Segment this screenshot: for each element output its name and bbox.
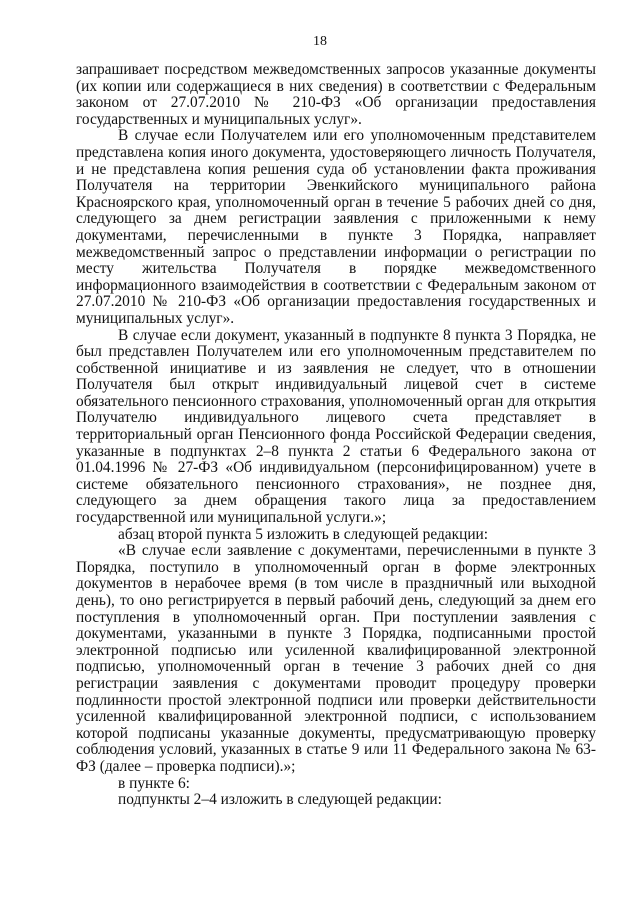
paragraph-subitems-2-4: подпункты 2–4 изложить в следующей редакции:: [118, 791, 442, 809]
paragraph-continuation: запрашивает посредством межведомственных запросов указанные документы (их копии или содержащиеся в них сведения) в соответствии с Федеральным законом от 27.07.2010 № 210-ФЗ «Об организации предоставления государственных и муниципальных услуг».: [76, 61, 596, 128]
page-number: 18: [313, 34, 327, 49]
document-body: [76, 62, 596, 809]
paragraph-identity-document: В случае если Получателем или его уполномоченным представителем представлена копия иного документа, удостоверяющего личность Получателя, и не представлена копия решения суда об установлении факта проживания Получателя на территории Эвенкийского муниципального района Красноярского края, уполномоченный орган в течение 5 рабочих дней со дня, следующего за днем регистрации заявления с приложенными к нему документами, перечисленными в пункте 3 Порядка, направляет межведомственный запрос о представлении информации о регистрации по месту жительства Получателя в порядке межведомственного информационного взаимодействия в соответствии с Федеральным законом от 27.07.2010 № 210-ФЗ «Об организации предоставления государственных и муниципальных услуг».: [76, 127, 596, 327]
paragraph-electronic-documents: «В случае если заявление с документами, перечисленными в пункте 3 Порядка, поступило в уполномоченный орган в форме электронных документов в нерабочее время (в том числе в праздничный или выходной день), то оно регистрируется в первый рабочий день, следующий за днем его поступления в уполномоченный орган. При поступлении заявления с документами, указанными в пункте 3 Порядка, подписанными простой электронной подписью или усиленной квалифицированной электронной подписью, уполномоченный орган в течение 3 рабочих дней со дня регистрации заявления с документами проводит процедуру проверки подлинности простой электронной подписи или проверки действительности усиленной квалифицированной электронной подписи, с использованием которой подписаны указанные документы, предусматривающую проверку соблюдения условий, указанных в статье 9 или 11 Федерального закона № 63-ФЗ (далее – проверка подписи).»;: [76, 542, 596, 775]
paragraph-amendment-item-5: абзац второй пункта 5 изложить в следующей редакции:: [118, 525, 489, 543]
paragraph-item-6: в пункте 6:: [118, 774, 190, 792]
paragraph-pension-account: В случае если документ, указанный в подпункте 8 пункта 3 Порядка, не был представлен Получателем или его уполномоченным представителем по собственной инициативе и из заявления не следует, что в отношении Получателя был открыт индивидуальный лицевой счет в системе обязательного пенсионного страхования, уполномоченный орган для открытия Получателю индивидуального лицевого счета представляет в территориальный орган Пенсионного фонда Российской Федерации сведения, указанные в подпунктах 2–8 пункта 2 статьи 6 Федерального закона от 01.04.1996 № 27-ФЗ «Об индивидуальном (персонифицированном) учете в системе обязательного пенсионного страхования», не позднее дня, следующего за днем обращения такого лица за предоставлением государственной или муниципальной услуги.»;: [76, 326, 596, 527]
